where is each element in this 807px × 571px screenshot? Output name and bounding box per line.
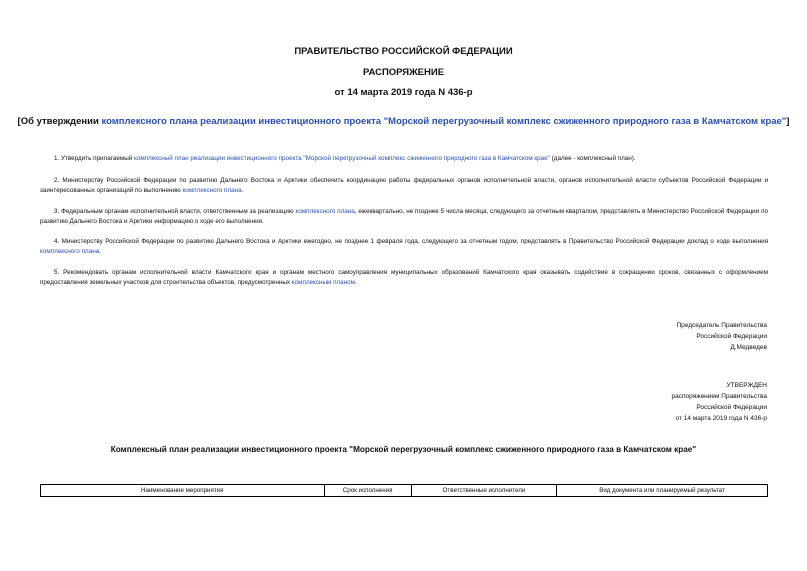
paragraph-4-tail: . (99, 248, 101, 255)
approval-line-2: распоряжением Правительства (671, 393, 767, 400)
paragraph-3 (40, 207, 768, 227)
paragraph-2-tail: . (241, 187, 244, 194)
plan-link[interactable]: комплексного плана (295, 208, 355, 215)
plan-title: Комплексный план реализации инвестиционного проекта "Морской перегрузочный комплекс сжиженного природного газа в Камчатском крае" (110, 445, 697, 454)
title-close: ] (786, 116, 790, 127)
paragraph-1-tail: (далее - комплексный план). (549, 155, 636, 162)
signature-block (517, 320, 767, 353)
paragraph-1 (40, 154, 768, 164)
approval-title: УТВЕРЖДЕН (726, 382, 767, 389)
paragraph-2 (40, 176, 768, 196)
col-header-activity: Наименование мероприятия (41, 485, 325, 497)
col-header-deadline: Срок исполнения (324, 485, 411, 497)
paragraph-1-text: 1. Утвердить прилагаемый (54, 155, 135, 162)
col-header-result: Вид документа или планируемый результат (557, 485, 768, 497)
paragraph-4-text: 4. Министерству Российской Федерации по развитию Дальнего Востока и Арктики ежегодно, не позднее 1 февраля года, следующего за отчетным годом, представлять в Правительство Российской Федерации доклад о ходе выполнения (54, 238, 768, 245)
paragraph-5-tail: . (354, 279, 357, 286)
approval-block (517, 380, 767, 424)
approval-line-3: Российской Федерации (696, 404, 767, 411)
plan-table (40, 484, 768, 497)
plan-link[interactable]: комплексным планом (291, 279, 355, 286)
signature-name: Д.Медведев (730, 344, 767, 351)
plan-link[interactable]: комплексного плана (40, 248, 100, 255)
document-title (0, 116, 807, 127)
col-header-executors: Ответственные исполнители (411, 485, 556, 497)
paragraph-4 (40, 237, 768, 257)
title-link[interactable]: комплексного плана реализации инвестиционного проекта "Морской перегрузочный комплекс сжиженного природного газа в Камчатском крае" (101, 116, 787, 127)
signature-position: Председатель Правительства (676, 322, 767, 329)
title-open: [Об утверждении (17, 116, 102, 127)
signature-country: Российской Федерации (696, 333, 767, 340)
plan-link[interactable]: комплексного плана (182, 187, 242, 194)
paragraph-5-text: 5. Рекомендовать органам исполнительной власти Камчатского края и органам местного самоуправления муниципальных образований Камчатского края оказывать содействие в сокращении сроков, связанных с оформлением предоставления земельных участков для строительства объектов, предусмотренных (40, 269, 768, 286)
paragraph-3-tail: , ежеквартально, не позднее 5 числа месяца, следующего за отчетным кварталом, представлять в Министерство Российской Федерации по развитию Дальнего Востока и Арктики информацию о ходе его выполнения. (40, 208, 768, 225)
plan-link[interactable]: комплексный план реализации инвестиционного проекта "Морской перегрузочный комплекс сжиженного природного газа в Камчатском крае" (134, 155, 550, 162)
approval-date: от 14 марта 2019 года N 436-р (675, 415, 767, 422)
paragraph-5 (40, 268, 768, 288)
document-date: от 14 марта 2019 года N 436-р (334, 87, 473, 98)
paragraph-3-text: 3. Федеральным органам исполнительной власти, ответственным за реализацию (54, 208, 296, 215)
paragraph-2-text: 2. Министерству Российской Федерации по развитию Дальнего Востока и Арктики обеспечить координацию работы федеральных органов исполнительной власти, органов исполнительной власти субъектов Российской Федерации и заинтересованных организаций по выполнению (40, 177, 768, 194)
org-name: ПРАВИТЕЛЬСТВО РОССИЙСКОЙ ФЕДЕРАЦИИ (294, 46, 513, 57)
document-type: РАСПОРЯЖЕНИЕ (362, 67, 445, 78)
table-header-row (41, 485, 768, 497)
